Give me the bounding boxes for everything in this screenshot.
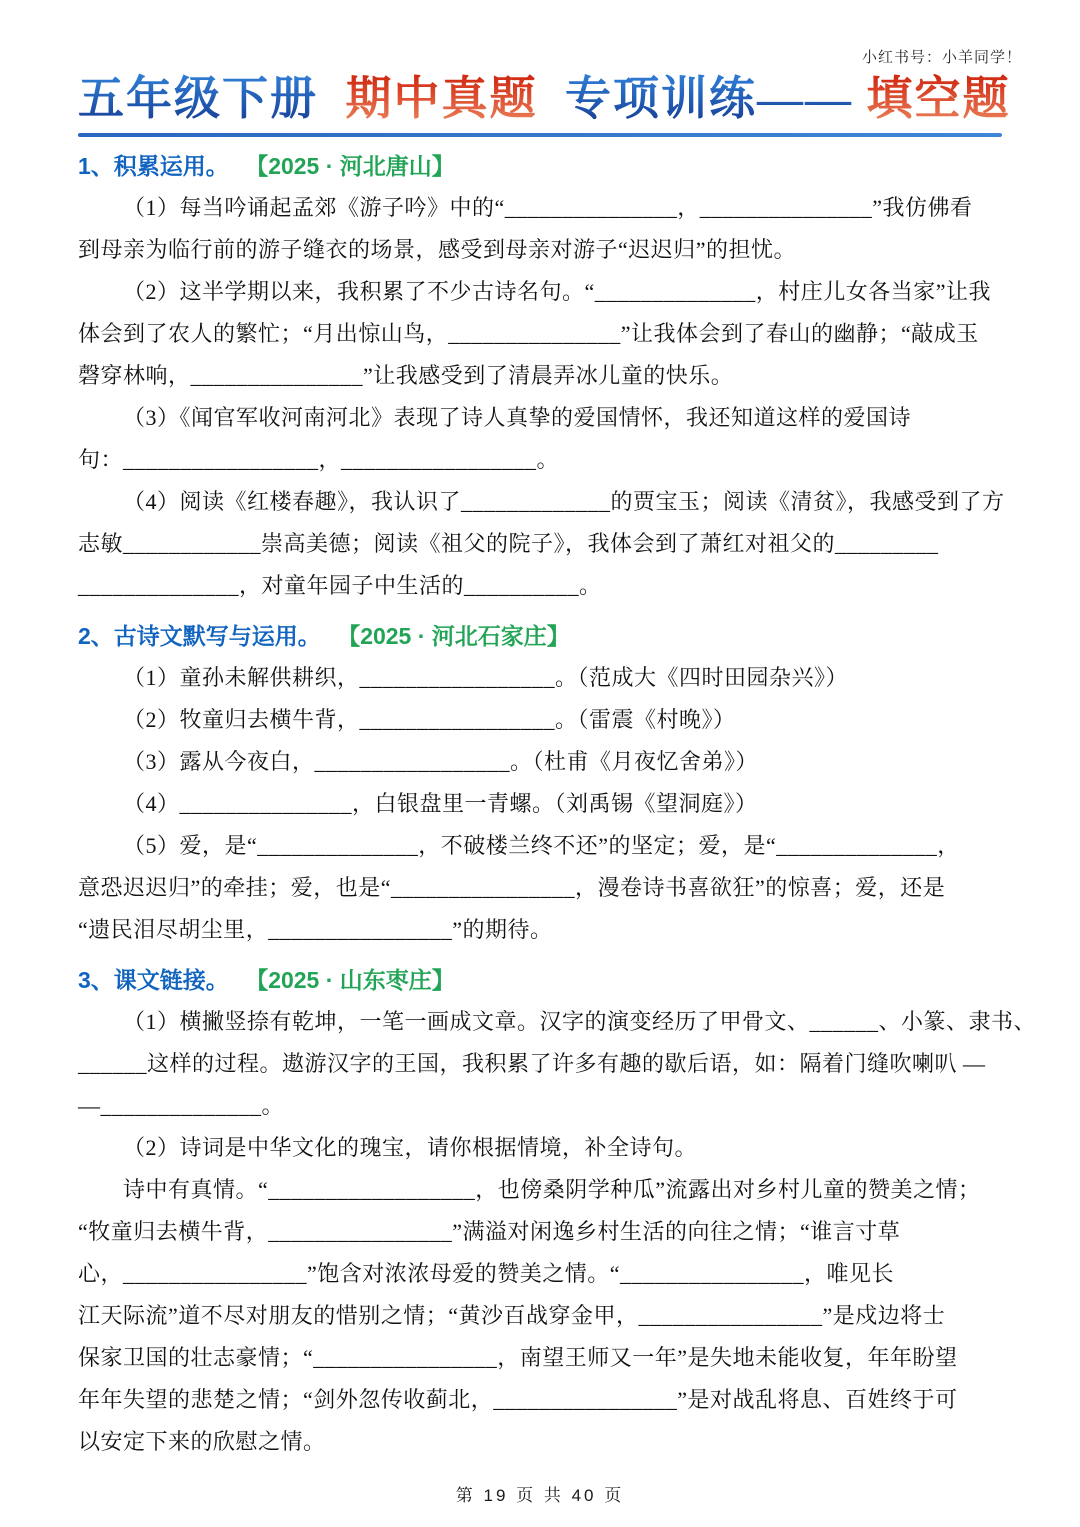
section-2-label: 2、古诗文默写与运用。 — [78, 623, 321, 649]
question-line: 意恐迟迟归”的牵挂；爱，也是“________________，漫卷诗书喜欲狂”的惊喜；爱，还是 — [78, 875, 946, 900]
question-line: （2）诗词是中华文化的瑰宝，请你根据情境，补全诗句。 — [123, 1135, 698, 1160]
section-3-heading — [78, 964, 1002, 996]
question-line: “遗民泪尽胡尘里，________________”的期待。 — [78, 917, 553, 942]
section-1 — [78, 150, 1005, 607]
page-title — [78, 72, 1011, 126]
title-part-blank: 填空题 — [866, 73, 1011, 124]
question-line: （4）阅读《红楼春趣》，我认识了_____________的贾宝玉；阅读《清贫》，我感受到了方 — [123, 489, 1005, 514]
question-line: 年年失望的悲楚之情；“剑外忽传收蓟北，________________”是对战乱将息、百姓终于可 — [78, 1387, 958, 1412]
question-line: —______________。 — [78, 1093, 285, 1118]
section-3-label: 3、课文链接。 — [78, 967, 229, 993]
question-line: 到母亲为临行前的游子缝衣的场景，感受到母亲对游子“迟迟归”的担忧。 — [78, 237, 797, 262]
question-line: 体会到了农人的繁忙；“月出惊山鸟，_______________”让我体会到了春山的幽静；“敲成玉 — [78, 321, 979, 346]
question-line: （2）这半学期以来，我积累了不少古诗名句。“______________，村庄儿女各当家”让我 — [123, 279, 992, 304]
question-line: 磬穿林响，_______________”让我感受到了清晨弄冰儿童的快乐。 — [78, 363, 734, 388]
question-line: （1）每当吟诵起孟郊《游子吟》中的“_______________，_______________”我仿佛看 — [123, 195, 973, 220]
question-line: 以安定下来的欣慰之情。 — [78, 1429, 326, 1454]
question-line: （1）童孙未解供耕织，_________________。（范成大《四时田园杂兴》） — [123, 665, 849, 690]
question-line: 诗中有真情。“__________________，也傍桑阴学种瓜”流露出对乡村儿童的赞美之情； — [123, 1177, 981, 1202]
title-divider — [78, 133, 1002, 137]
section-1-source: 【2025 · 河北唐山】 — [245, 153, 455, 179]
question-line: （2）牧童归去横牛背，_________________。（雷震《村晚》） — [123, 707, 736, 732]
title-part-training: 专项训练—— — [565, 73, 853, 124]
question-line: 保家卫国的壮志豪情；“________________，南望王师又一年”是失地未能收复，年年盼望 — [78, 1345, 958, 1370]
question-line: （4）_______________，白银盘里一青螺。（刘禹锡《望洞庭》） — [123, 791, 758, 816]
question-line: （1）横撇竖捺有乾坤，一笔一画成文章。汉字的演变经历了甲骨文、______、小篆、隶书、 — [123, 1009, 1037, 1034]
section-3-source: 【2025 · 山东枣庄】 — [245, 967, 455, 993]
title-part-exam: 期中真题 — [345, 73, 538, 124]
section-3 — [78, 964, 1037, 1463]
question-line: 江天际流”道不尽对朋友的惜别之情；“黄沙百战穿金甲，________________”是戍边将士 — [78, 1303, 946, 1328]
section-2-source: 【2025 · 河北石家庄】 — [337, 623, 570, 649]
title-part-grade: 五年级下册 — [78, 73, 318, 124]
question-line: ______这样的过程。遨游汉字的王国，我积累了许多有趣的歇后语，如：隔着门缝吹喇叭 — — [78, 1051, 986, 1076]
question-line: （5）爱，是“______________，不破楼兰终不还”的坚定；爱，是“______________， — [123, 833, 960, 858]
section-1-label: 1、积累运用。 — [78, 153, 229, 179]
question-line: （3）《闻官军收河南河北》表现了诗人真挚的爱国情怀，我还知道这样的爱国诗 — [123, 405, 912, 430]
question-line: （3）露从今夜白，_________________。（杜甫《月夜忆舍弟》） — [123, 749, 759, 774]
xiaohongshu-watermark: 小红书号：小羊同学！ — [861, 49, 1022, 66]
section-2-heading — [78, 620, 1002, 652]
page-footer: 第 19 页 共 40 页 — [455, 1486, 625, 1505]
section-2 — [78, 620, 1002, 951]
question-line: “牧童归去横牛背，________________”满溢对闲逸乡村生活的向往之情；“谁言寸草 — [78, 1219, 901, 1244]
question-line: 句：_________________，_________________。 — [78, 447, 560, 472]
section-1-heading — [78, 150, 1002, 182]
question-line: ______________，对童年园子中生活的__________。 — [78, 573, 602, 598]
question-line: 志敏____________崇高美德；阅读《祖父的院子》，我体会到了萧红对祖父的_________ — [78, 531, 939, 556]
question-line: 心，________________”饱含对浓浓母爱的赞美之情。“________________，唯见长 — [78, 1261, 895, 1286]
